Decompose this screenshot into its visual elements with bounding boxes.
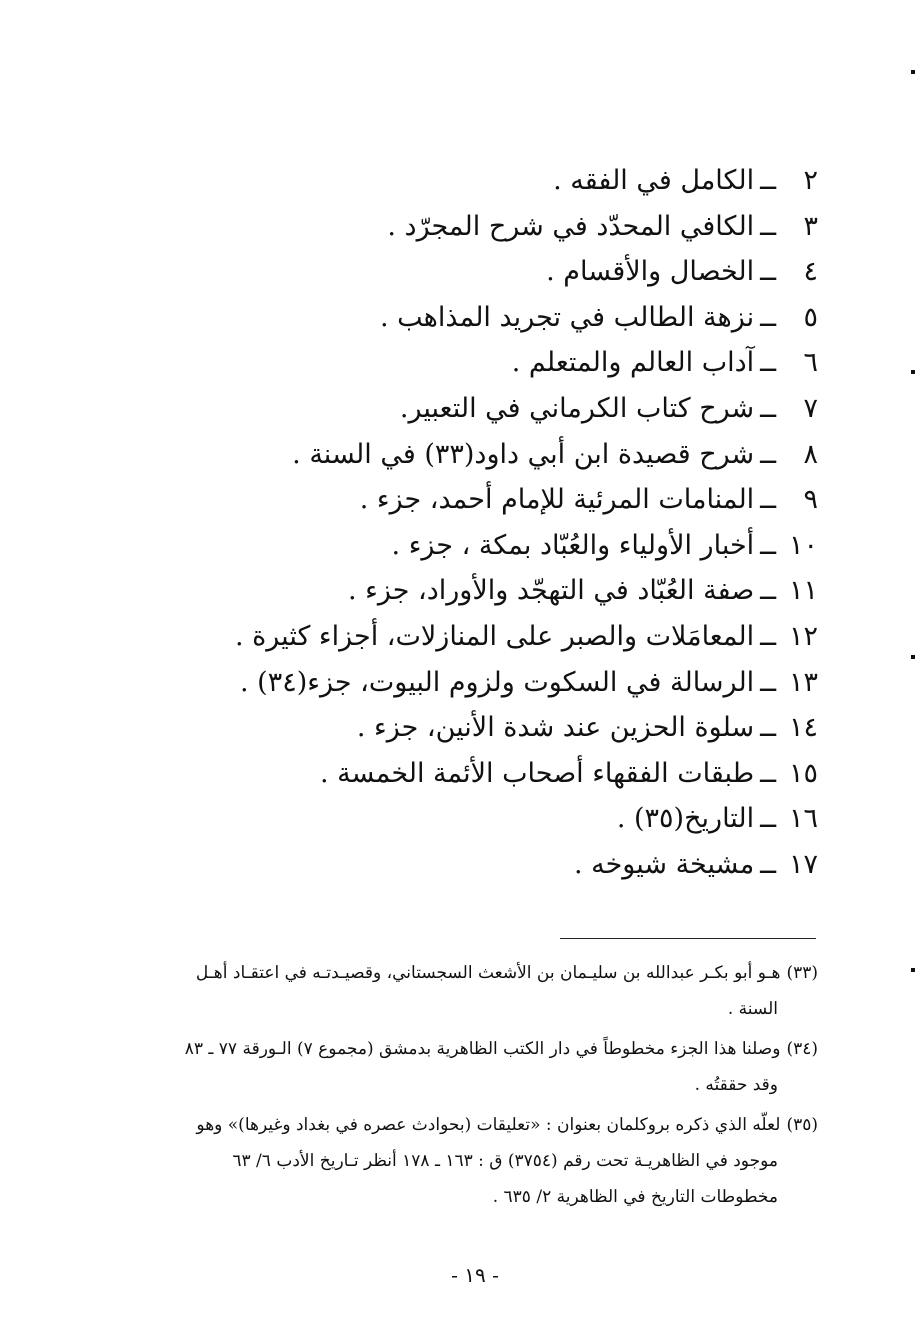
scan-edge-mark bbox=[911, 655, 915, 659]
list-item bbox=[158, 842, 818, 888]
footnote-line bbox=[146, 1107, 818, 1143]
footnote-text: لعلّه الذي ذكره بروكلمان بعنوان : «تعليقات (بحوادث عصره في بغداد وغيرها)» وهو bbox=[196, 1115, 781, 1135]
list-item bbox=[158, 340, 818, 386]
list-item-text: طبقات الفقهاء أصحاب الأئمة الخمسة . bbox=[319, 757, 755, 789]
footnote-line bbox=[146, 1031, 818, 1067]
list-item-dash: ــ bbox=[760, 256, 776, 288]
list-item-dash: ــ bbox=[760, 301, 776, 333]
list-item-number: ٦ bbox=[803, 347, 818, 379]
list-item bbox=[158, 158, 818, 204]
list-item-number: ٢ bbox=[803, 165, 818, 196]
list-item-text: شرح كتاب الكرماني في التعبير. bbox=[399, 392, 755, 424]
list-item-text: الكافي المحدّد في شرح المجرّد . bbox=[387, 210, 755, 242]
list-item-number: ٣ bbox=[803, 210, 818, 242]
list-item-number: ١٠ bbox=[788, 529, 818, 561]
list-item-number: ١٢ bbox=[788, 620, 818, 652]
list-item-dash: ــ bbox=[760, 803, 776, 835]
list-item bbox=[158, 568, 818, 614]
list-item-dash: ــ bbox=[760, 666, 776, 698]
list-item-dash: ــ bbox=[760, 484, 776, 516]
list-item-dash: ــ bbox=[760, 757, 776, 789]
list-item-text: مشيخة شيوخه . bbox=[573, 848, 755, 880]
list-item-number: ١٦ bbox=[788, 803, 818, 835]
scan-edge-mark bbox=[911, 968, 915, 972]
list-item-number: ١٥ bbox=[788, 757, 818, 789]
list-item-dash: ــ bbox=[760, 392, 776, 424]
list-item-number: ٨ bbox=[803, 438, 818, 470]
list-item bbox=[158, 614, 818, 660]
list-item-dash: ــ bbox=[760, 347, 776, 379]
list-item-text: أخبار الأولياء والعُبّاد بمكة ، جزء . bbox=[391, 529, 755, 561]
list-item-text: سلوة الحزين عند شدة الأنين، جزء . bbox=[356, 712, 755, 744]
list-item-dash: ــ bbox=[760, 165, 776, 196]
list-item bbox=[158, 660, 818, 706]
scan-edge-mark bbox=[911, 370, 915, 374]
footnote-divider bbox=[560, 938, 816, 939]
footnote-text: وصلنا هذا الجزء مخطوطاً في دار الكتب الظاهرية بدمشق (مجموع ٧) الـورقة ٧٧ ـ ٨٣ bbox=[184, 1039, 781, 1059]
footnote-number: (٣٥) bbox=[786, 1115, 818, 1135]
footnote-line bbox=[146, 955, 818, 991]
list-item bbox=[158, 751, 818, 797]
footnote-line: مخطوطات التاريخ في الظاهرية ٢/ ٦٣٥ . bbox=[492, 1187, 778, 1207]
footnote-text: هـو أبو بكـر عبدالله بن سليـمان بن الأشعث السجستاني، وقصيـدتـه في اعتقـاد أهـل bbox=[195, 963, 781, 983]
list-item bbox=[158, 796, 818, 842]
list-item-text: الرسالة في السكوت ولزوم البيوت، جزء(٣٤) . bbox=[240, 666, 755, 698]
list-item-dash: ــ bbox=[760, 529, 776, 561]
list-item-text: الكامل في الفقه . bbox=[553, 165, 755, 196]
list-item-dash: ــ bbox=[760, 848, 776, 880]
footnote-35 bbox=[146, 1107, 818, 1215]
footnote-line: موجود في الظاهريـة تحت رقم (٣٧٥٤) ق : ١٦٣ ـ ١٧٨ أنظر تـاريخ الأدب ٦/ ٦٣ bbox=[232, 1151, 778, 1171]
footnote-line: وقد حققتُه . bbox=[694, 1075, 778, 1095]
footnotes bbox=[146, 955, 818, 1219]
list-item bbox=[158, 477, 818, 523]
list-item-number: ٤ bbox=[803, 256, 818, 288]
list-item-text: شرح قصيدة ابن أبي داود(٣٣) في السنة . bbox=[292, 438, 755, 470]
list-item bbox=[158, 249, 818, 295]
list-item-text: صفة العُبّاد في التهجّد والأوراد، جزء . bbox=[348, 575, 755, 607]
list-item-text: المعامَلات والصبر على المنازلات، أجزاء كثيرة . bbox=[234, 620, 755, 652]
list-item bbox=[158, 295, 818, 341]
list-item bbox=[158, 523, 818, 569]
list-item-number: ١١ bbox=[788, 575, 818, 607]
list-item bbox=[158, 705, 818, 751]
list-item-dash: ــ bbox=[760, 575, 776, 607]
list-item-number: ٥ bbox=[803, 301, 818, 333]
footnote-number: (٣٣) bbox=[786, 963, 818, 983]
footnote-34 bbox=[146, 1031, 818, 1103]
scan-edge-mark bbox=[911, 70, 915, 74]
list-item-dash: ــ bbox=[760, 210, 776, 242]
list-item bbox=[158, 386, 818, 432]
page-number: - ١٩ - bbox=[451, 1263, 499, 1287]
list-item-dash: ــ bbox=[760, 712, 776, 744]
footnote-line: السنة . bbox=[727, 999, 778, 1019]
list-item-text: المنامات المرئية للإمام أحمد، جزء . bbox=[359, 484, 755, 516]
list-item-dash: ــ bbox=[760, 438, 776, 470]
list-item-text: التاريخ(٣٥) . bbox=[616, 803, 755, 835]
list-item-dash: ــ bbox=[760, 620, 776, 652]
footnote-number: (٣٤) bbox=[786, 1039, 818, 1059]
list-item-text: آداب العالم والمتعلم . bbox=[511, 347, 755, 379]
list-item-text: نزهة الطالب في تجريد المذاهب . bbox=[380, 301, 755, 333]
list-item-text: الخصال والأقسام . bbox=[546, 256, 755, 288]
footnote-33 bbox=[146, 955, 818, 1027]
list-item-number: ١٣ bbox=[788, 666, 818, 698]
book-list bbox=[158, 158, 818, 888]
list-item bbox=[158, 432, 818, 478]
list-item-number: ٩ bbox=[803, 484, 818, 516]
list-item bbox=[158, 204, 818, 250]
list-item-number: ٧ bbox=[803, 392, 818, 424]
list-item-number: ١٤ bbox=[788, 712, 818, 744]
list-item-number: ١٧ bbox=[788, 848, 818, 880]
